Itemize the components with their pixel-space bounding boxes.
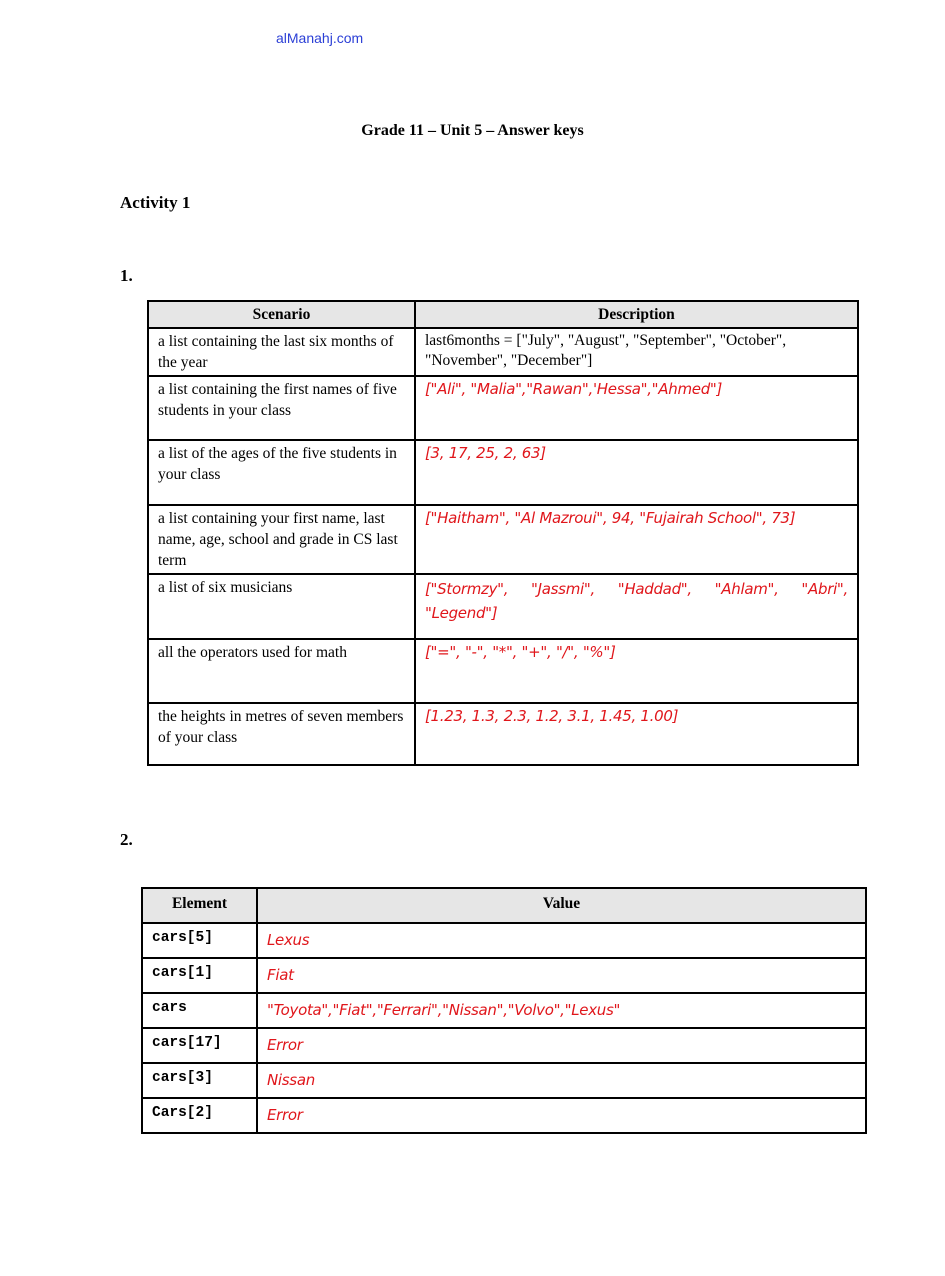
value-cell: Error — [257, 1028, 866, 1063]
question-1-number: 1. — [120, 266, 133, 285]
table-row — [142, 958, 866, 993]
element-cell: Cars[2] — [142, 1098, 257, 1133]
table-row — [148, 376, 858, 440]
value-cell: Nissan — [257, 1063, 866, 1098]
scenario-table — [147, 300, 859, 766]
header-element: Element — [142, 888, 257, 923]
scenario-cell: a list of six musicians — [148, 574, 415, 639]
element-cell: cars — [142, 993, 257, 1028]
description-cell: ["Stormzy", "Jassmi", "Haddad", "Ahlam", "Abri", "Legend"] — [415, 574, 858, 639]
watermark-logo[interactable]: alManahj.com — [276, 30, 364, 46]
table-row — [142, 1028, 866, 1063]
table-row — [148, 505, 858, 574]
scenario-cell: the heights in metres of seven members of your class — [148, 703, 415, 765]
scenario-cell: all the operators used for math — [148, 639, 415, 703]
activity-heading: Activity 1 — [120, 193, 191, 212]
table-row — [148, 703, 858, 765]
description-cell: ["Haitham", "Al Mazroui", 94, "Fujairah School", 73] — [415, 505, 858, 574]
element-cell: cars[5] — [142, 923, 257, 958]
header-scenario: Scenario — [148, 301, 415, 328]
scenario-cell: a list containing the last six months of the year — [148, 328, 415, 376]
table-row — [142, 1098, 866, 1133]
value-cell: Error — [257, 1098, 866, 1133]
scenario-cell: a list containing your first name, last name, age, school and grade in CS last term — [148, 505, 415, 574]
header-description: Description — [415, 301, 858, 328]
description-cell: ["Ali", "Malia","Rawan",'Hessa","Ahmed"] — [415, 376, 858, 440]
scenario-cell: a list containing the first names of five students in your class — [148, 376, 415, 440]
value-cell: Fiat — [257, 958, 866, 993]
description-cell: [1.23, 1.3, 2.3, 1.2, 3.1, 1.45, 1.00] — [415, 703, 858, 765]
element-value-table — [141, 887, 867, 1134]
table-row — [142, 993, 866, 1028]
value-cell: Lexus — [257, 923, 866, 958]
table-row — [148, 574, 858, 639]
table-row — [148, 639, 858, 703]
description-cell: last6months = ["July", "August", "September", "October", "November", "December"] — [415, 328, 858, 376]
description-cell: [3, 17, 25, 2, 63] — [415, 440, 858, 505]
question-2-number: 2. — [120, 830, 133, 849]
table-row — [148, 440, 858, 505]
page-title: Grade 11 – Unit 5 – Answer keys — [361, 122, 584, 139]
table-row — [142, 1063, 866, 1098]
header-value: Value — [257, 888, 866, 923]
element-cell: cars[3] — [142, 1063, 257, 1098]
description-cell: ["=", "-", "*", "+", "/", "%"] — [415, 639, 858, 703]
element-cell: cars[17] — [142, 1028, 257, 1063]
element-cell: cars[1] — [142, 958, 257, 993]
value-cell: "Toyota","Fiat","Ferrari","Nissan","Volvo","Lexus" — [257, 993, 866, 1028]
table-row — [148, 328, 858, 376]
table-row — [142, 923, 866, 958]
scenario-cell: a list of the ages of the five students in your class — [148, 440, 415, 505]
